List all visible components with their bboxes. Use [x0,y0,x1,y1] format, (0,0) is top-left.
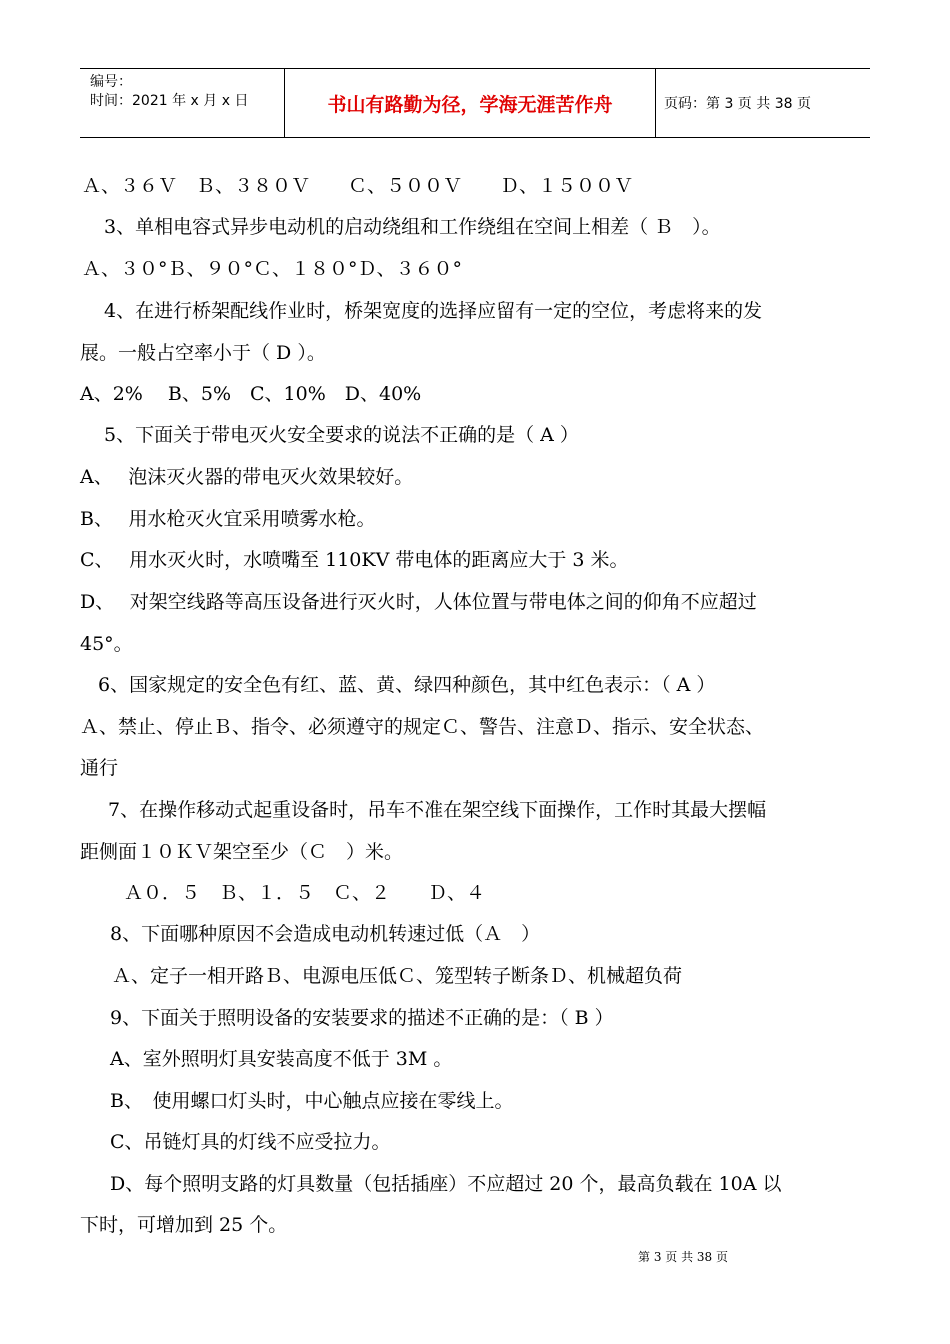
question-4-text: 4、在进行桥架配线作业时，桥架宽度的选择应留有一定的空位，考虑将来的发 [104,300,763,322]
question-9-option-c: C、吊链灯具的灯线不应受拉力。 [110,1131,391,1153]
question-3-options: Ａ、３０°Ｂ、９０°Ｃ、１８０°Ｄ、３６０° [82,258,463,280]
question-8-text: 8、下面哪种原因不会造成电动机转速过低（Ａ ） [110,923,541,945]
question-7-text: 7、在操作移动式起重设备时，吊车不准在架空线下面操作，工作时其最大摆幅 [108,799,767,821]
question-9-option-b: B、 使用螺口灯头时，中心触点应接在零线上。 [110,1090,514,1112]
question-5-option-d: D、 对架空线路等高压设备进行灭火时，人体位置与带电体之间的仰角不应超过 [80,591,757,613]
question-4-options: A、2% B、5% C、10% D、40% [80,383,422,405]
question-5-option-c: C、 用水灭火时，水喷嘴至 110KV 带电体的距离应大于 3 米。 [80,549,629,571]
question-5-option-d-continued: 45°。 [80,633,133,655]
question-2-options: Ａ、３６Ｖ Ｂ、３８０Ｖ Ｃ、５００Ｖ Ｄ、１５００Ｖ [82,175,634,197]
question-3-text: 3、单相电容式异步电动机的启动绕组和工作绕组在空间上相差（ Ｂ ）。 [104,216,721,238]
question-4-text-continued: 展。一般占空率小于（ D ）。 [80,342,326,364]
question-6-options: Ａ、禁止、停止Ｂ、指令、必须遵守的规定Ｃ、警告、注意Ｄ、指示、安全状态、 [80,716,765,738]
question-6-options-continued: 通行 [80,757,119,779]
question-8-options: Ａ、定子一相开路Ｂ、电源电压低Ｃ、笼型转子断条Ｄ、机械超负荷 [112,965,683,987]
question-9-option-a: A、室外照明灯具安装高度不低于 3M 。 [110,1048,453,1070]
question-9-text: 9、下面关于照明设备的安装要求的描述不正确的是：（ B ） [110,1007,614,1029]
page-footer: 第 3 页 共 38 页 [638,1250,728,1264]
question-9-option-d: D、每个照明支路的灯具数量（包括插座）不应超过 20 个，最高负载在 10A 以 [110,1173,782,1195]
question-9-option-d-continued: 下时，可增加到 25 个。 [80,1214,288,1236]
question-5-text: 5、下面关于带电灭火安全要求的说法不正确的是（ A ） [104,424,579,446]
header-motto: 书山有路勤为径，学海无涯苦作舟 [327,93,613,116]
question-5-option-b: B、 用水枪灭火宜采用喷雾水枪。 [80,508,376,530]
header-page-info: 页码：第 3 页 共 38 页 [664,96,811,112]
page-header [80,68,870,138]
question-5-option-a: A、 泡沫灭火器的带电灭火效果较好。 [80,466,414,488]
document-number-label: 编号： [90,74,132,90]
header-divider [655,69,656,137]
document-date: 时间：2021 年 x 月 x 日 [90,93,249,109]
header-left [90,73,248,111]
question-7-text-continued: 距侧面１０ＫＶ架空至少（Ｃ ）米。 [80,841,404,863]
question-6-text: 6、国家规定的安全色有红、蓝、黄、绿四种颜色，其中红色表示：（ A ） [98,674,716,696]
question-7-options: Ａ０．５ Ｂ、１．５ Ｃ、２ Ｄ、４ [124,882,486,904]
